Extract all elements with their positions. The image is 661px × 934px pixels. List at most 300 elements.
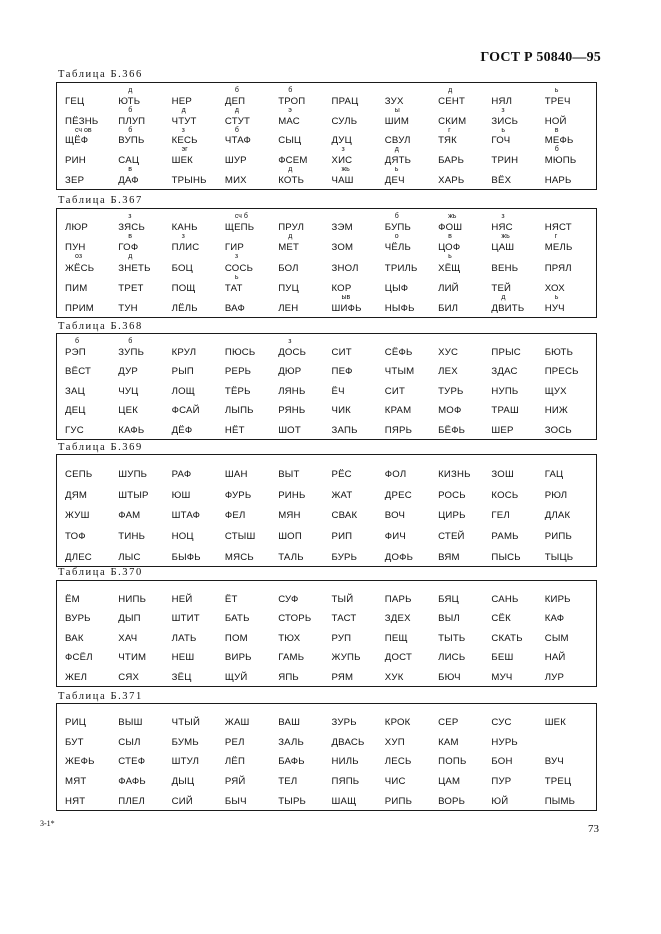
word-cell <box>485 87 538 107</box>
syllable-word: НЯСТ <box>544 222 572 234</box>
syllable-word: БОЦ <box>171 262 193 274</box>
word-cell <box>325 542 378 563</box>
syllable-word: ДВИТЬ <box>491 303 525 314</box>
syllable-word: МАС <box>278 115 300 127</box>
word-cell <box>59 377 112 397</box>
syllable-word: ЦАШ <box>491 242 515 254</box>
word-cell <box>379 146 432 166</box>
word-cell <box>485 397 538 417</box>
word-cell <box>166 624 219 644</box>
syllable-word: СЯХ <box>118 672 140 683</box>
syllable-word: ПИМ <box>65 282 88 294</box>
word-cell <box>59 338 112 358</box>
syllable-word: ЖЕФЬ <box>65 756 95 768</box>
word-cell <box>325 459 378 480</box>
syllable-word: ТЫТЬ <box>438 632 466 644</box>
syllable-word: ЗЕР <box>65 174 85 186</box>
word-cell <box>539 459 592 480</box>
syllable-word: БЮТЬ <box>544 346 574 358</box>
syllable-word: ПЫСЬ <box>491 551 521 563</box>
syllable-word: ТРИН <box>491 155 519 167</box>
word-cell <box>112 624 165 644</box>
syllable-word: ЛЮР <box>65 222 88 234</box>
word-cell <box>219 274 272 294</box>
word-cell <box>539 338 592 358</box>
word-cell <box>539 397 592 417</box>
word-cell <box>272 213 325 233</box>
word-cell <box>59 480 112 501</box>
syllable-word: РЁС <box>331 468 352 480</box>
syllable-word: РЮЛ <box>544 489 568 501</box>
syllable-word: КОР <box>331 282 352 294</box>
word-cell <box>539 377 592 397</box>
word-cell <box>325 338 378 358</box>
word-cell <box>379 480 432 501</box>
syllable-word: БЕШ <box>491 652 514 664</box>
syllable-word: ТРЕЧ <box>544 95 571 107</box>
syllable-word: ГАМЬ <box>278 652 305 664</box>
word-cell <box>539 624 592 644</box>
word-cell <box>166 397 219 417</box>
word-cell <box>432 708 485 728</box>
syllable-word: ЗОШ <box>491 468 514 480</box>
syllable-word: ГАЦ <box>544 468 564 480</box>
word-cell <box>59 459 112 480</box>
word-cell <box>379 416 432 436</box>
word-cell <box>112 294 165 314</box>
word-cell <box>485 728 538 748</box>
transcription-mark: з <box>501 106 505 114</box>
syllable-word: РИН <box>65 155 86 167</box>
word-cell <box>59 294 112 314</box>
syllable-word: САНЬ <box>491 593 519 605</box>
word-cell <box>432 397 485 417</box>
word-cell <box>539 233 592 253</box>
word-table <box>56 82 597 190</box>
word-cell <box>166 107 219 127</box>
transcription-mark: ы <box>394 106 400 114</box>
transcription-mark: эг <box>181 146 188 154</box>
syllable-word: БОЛ <box>278 262 299 274</box>
syllable-word: СУЛЬ <box>331 115 358 127</box>
syllable-word: СЫЦ <box>278 135 302 147</box>
syllable-word: ДЫП <box>118 613 141 625</box>
syllable-word: ЖУШ <box>65 510 90 522</box>
word-cell <box>59 87 112 107</box>
word-cell <box>325 213 378 233</box>
word-cell <box>272 787 325 807</box>
syllable-word: ФСЕМ <box>278 155 308 167</box>
word-cell <box>272 166 325 186</box>
word-cell <box>166 377 219 397</box>
syllable-word: НИЖ <box>544 405 568 417</box>
word-cell <box>325 166 378 186</box>
word-cell <box>219 708 272 728</box>
transcription-mark: з <box>501 213 505 220</box>
syllable-word: ФОЛ <box>384 468 407 480</box>
word-cell <box>325 358 378 378</box>
word-cell <box>379 521 432 542</box>
word-cell <box>59 416 112 436</box>
syllable-word: ШЕК <box>171 155 193 167</box>
word-cell <box>325 274 378 294</box>
syllable-word: НЕЙ <box>171 593 193 605</box>
word-cell <box>325 146 378 166</box>
word-cell <box>325 728 378 748</box>
syllable-word: ДЯТЬ <box>384 155 412 167</box>
word-cell <box>379 459 432 480</box>
syllable-word: ФОШ <box>438 222 463 234</box>
word-cell <box>485 233 538 253</box>
transcription-mark: ь <box>448 253 452 261</box>
word-cell <box>59 787 112 807</box>
syllable-word: ТАТ <box>224 282 243 294</box>
word-cell <box>272 605 325 625</box>
syllable-word: КОТЬ <box>278 174 305 186</box>
transcription-mark: д <box>501 293 506 301</box>
syllable-word: ФИЧ <box>384 531 406 543</box>
syllable-word: ПОПЬ <box>438 756 467 768</box>
word-cell <box>166 233 219 253</box>
syllable-word: ЧИК <box>331 405 351 417</box>
syllable-word: СТЫШ <box>224 531 256 543</box>
word-cell <box>112 358 165 378</box>
word-cell <box>432 146 485 166</box>
syllable-word: НЕР <box>171 95 192 107</box>
word-cell <box>219 787 272 807</box>
word-cell <box>219 253 272 273</box>
syllable-word: ПЯРЬ <box>384 425 413 436</box>
word-cell <box>219 294 272 314</box>
transcription-mark: з <box>181 126 185 134</box>
syllable-word: ТРОП <box>278 95 306 107</box>
word-cell <box>432 748 485 768</box>
table-caption: Таблица Б.366 <box>58 69 143 80</box>
syllable-word: ПРИМ <box>65 303 94 314</box>
syllable-word: МЯН <box>278 510 301 522</box>
transcription-mark: ь <box>554 87 559 94</box>
syllable-word: ЗЯСЬ <box>118 222 145 234</box>
word-cell <box>325 480 378 501</box>
syllable-word: ВЫЛ <box>438 613 460 625</box>
word-cell <box>485 787 538 807</box>
word-cell <box>539 585 592 605</box>
syllable-word: ТРЫНЬ <box>171 174 207 186</box>
word-cell <box>112 253 165 273</box>
word-cell <box>379 107 432 127</box>
syllable-word: ЖАШ <box>224 716 250 728</box>
word-cell <box>219 233 272 253</box>
syllable-word: МУЧ <box>491 672 513 683</box>
syllable-word: СТЕФ <box>118 756 146 768</box>
word-cell <box>112 459 165 480</box>
word-cell <box>485 166 538 186</box>
syllable-word: МЕЛЬ <box>544 242 573 254</box>
word-cell <box>325 416 378 436</box>
word-cell <box>219 728 272 748</box>
syllable-word: ТАСТ <box>331 613 357 625</box>
word-cell <box>432 521 485 542</box>
word-cell <box>432 787 485 807</box>
syllable-word: СКИМ <box>438 115 467 127</box>
word-cell <box>272 377 325 397</box>
word-cell <box>539 767 592 787</box>
syllable-word: НУРЬ <box>491 736 518 748</box>
syllable-word: РОСЬ <box>438 489 466 501</box>
word-cell <box>272 767 325 787</box>
syllable-word: САЦ <box>118 155 140 167</box>
word-cell <box>112 338 165 358</box>
syllable-word: ЦЫФ <box>384 282 409 294</box>
word-cell <box>166 542 219 563</box>
syllable-word: ХУК <box>384 672 404 683</box>
syllable-word: ЩЁФ <box>65 135 89 147</box>
word-cell <box>379 542 432 563</box>
syllable-word: ТИНЬ <box>118 531 146 543</box>
syllable-word: СИЙ <box>171 795 193 807</box>
syllable-word: КАФ <box>544 613 565 625</box>
transcription-mark: б <box>234 126 239 134</box>
syllable-word: ВЁСТ <box>65 366 92 378</box>
word-cell <box>112 728 165 748</box>
transcription-mark: оз <box>75 253 83 261</box>
syllable-word: ДАФ <box>118 174 139 186</box>
transcription-mark: ь <box>394 166 399 174</box>
syllable-word: ВАК <box>65 632 84 644</box>
syllable-word: БАТЬ <box>224 613 250 625</box>
word-cell <box>379 585 432 605</box>
word-cell <box>485 107 538 127</box>
word-cell <box>166 767 219 787</box>
syllable-word: ГЕЦ <box>65 95 85 107</box>
word-cell <box>166 501 219 522</box>
word-cell <box>379 233 432 253</box>
syllable-word: ТРЕТ <box>118 282 144 294</box>
syllable-word: ТЁРЬ <box>224 385 251 397</box>
syllable-word: ПУН <box>65 242 86 254</box>
syllable-word: СТУТ <box>224 115 251 127</box>
word-cell <box>112 233 165 253</box>
word-cell <box>432 107 485 127</box>
word-cell <box>112 605 165 625</box>
syllable-word: ШЕР <box>491 425 514 436</box>
syllable-word: ШТИТ <box>171 613 200 625</box>
word-cell <box>166 585 219 605</box>
word-cell <box>166 146 219 166</box>
word-cell <box>485 767 538 787</box>
transcription-mark: б <box>394 213 399 220</box>
word-cell <box>539 274 592 294</box>
syllable-word: НОЦ <box>171 531 194 543</box>
word-cell <box>166 213 219 233</box>
syllable-word: ЗДАС <box>491 366 518 378</box>
word-cell <box>112 166 165 186</box>
word-cell <box>112 480 165 501</box>
word-cell <box>432 166 485 186</box>
word-grid <box>59 87 592 186</box>
word-cell <box>539 416 592 436</box>
word-table <box>56 208 597 318</box>
word-cell <box>325 377 378 397</box>
word-cell <box>539 358 592 378</box>
word-cell <box>219 87 272 107</box>
word-cell <box>272 338 325 358</box>
syllable-word: ЧУЦ <box>118 385 139 397</box>
word-cell <box>379 253 432 273</box>
syllable-word: ГОЧ <box>491 135 511 147</box>
word-cell <box>432 87 485 107</box>
syllable-word: ГИР <box>224 242 244 254</box>
word-cell <box>112 521 165 542</box>
syllable-word: ТЫЙ <box>331 593 354 605</box>
word-cell <box>166 663 219 683</box>
word-cell <box>166 274 219 294</box>
word-cell <box>485 542 538 563</box>
syllable-word: ЧТИМ <box>118 652 147 664</box>
syllable-word: ЮЙ <box>491 795 509 807</box>
syllable-word: СКАТЬ <box>491 632 523 644</box>
syllable-word: ТОФ <box>65 531 86 543</box>
syllable-word: ТУРЬ <box>438 385 464 397</box>
syllable-word: ЛЁП <box>224 756 246 768</box>
word-cell <box>432 416 485 436</box>
word-cell <box>219 624 272 644</box>
word-cell <box>485 501 538 522</box>
word-cell <box>325 501 378 522</box>
word-cell <box>539 501 592 522</box>
syllable-word: ВЫШ <box>118 716 143 728</box>
syllable-word: НИПЬ <box>118 593 147 605</box>
word-cell <box>432 728 485 748</box>
word-grid <box>59 585 592 683</box>
syllable-word: ЗИСЬ <box>491 115 519 127</box>
syllable-word: ГОФ <box>118 242 139 254</box>
transcription-mark: б <box>75 338 80 345</box>
word-cell <box>219 127 272 147</box>
syllable-word: ЗАЦ <box>65 385 85 397</box>
word-cell <box>379 748 432 768</box>
syllable-word: БЁФЬ <box>438 425 466 436</box>
word-cell <box>112 787 165 807</box>
syllable-word: РИП <box>331 531 353 543</box>
syllable-word: СЫЛ <box>118 736 141 748</box>
syllable-word: ДРЕС <box>384 489 412 501</box>
word-cell <box>59 644 112 664</box>
syllable-word: ЛЫС <box>118 551 141 563</box>
syllable-word: РИПЬ <box>544 531 572 543</box>
word-cell <box>112 501 165 522</box>
syllable-word: ТАЛЬ <box>278 551 304 563</box>
syllable-word: РЯМ <box>331 672 354 683</box>
transcription-mark: д <box>128 253 133 261</box>
word-cell <box>325 624 378 644</box>
syllable-word: ШТУЛ <box>171 756 200 768</box>
syllable-word: ЛЁЛЬ <box>171 303 198 314</box>
word-cell <box>272 358 325 378</box>
transcription-mark: з <box>234 253 239 261</box>
syllable-word: БЯЦ <box>438 593 459 605</box>
syllable-word: ЧТЫЙ <box>171 716 201 728</box>
syllable-word: ДОСТ <box>384 652 413 664</box>
transcription-mark: жь <box>448 213 457 220</box>
syllable-word: ВОЧ <box>384 510 406 522</box>
syllable-word: ЧТЫМ <box>384 366 415 378</box>
word-cell <box>59 358 112 378</box>
word-cell <box>432 338 485 358</box>
word-cell <box>112 107 165 127</box>
syllable-word: ДУР <box>118 366 138 378</box>
transcription-mark: б <box>288 87 293 94</box>
syllable-word: ТЕЙ <box>491 282 512 294</box>
word-cell <box>219 644 272 664</box>
syllable-word: НОЙ <box>544 115 567 127</box>
syllable-word: ПЕЩ <box>384 632 408 644</box>
syllable-word: ТЫРЬ <box>278 795 307 807</box>
transcription-mark: з <box>288 338 292 345</box>
transcription-mark: д <box>234 106 239 114</box>
syllable-word: ТЕЛ <box>278 776 298 788</box>
syllable-word: ВАФ <box>224 303 245 314</box>
word-cell <box>219 146 272 166</box>
syllable-word: ЗУПЬ <box>118 346 145 358</box>
syllable-word: ТУН <box>118 303 138 314</box>
word-cell <box>432 501 485 522</box>
word-cell <box>379 605 432 625</box>
word-cell <box>112 663 165 683</box>
syllable-word: ВУПЬ <box>118 135 145 147</box>
transcription-mark: з <box>128 213 132 220</box>
syllable-word: ЗУРЬ <box>331 716 357 728</box>
syllable-word: ЦЕК <box>118 405 138 417</box>
transcription-mark: д <box>394 146 399 154</box>
syllable-word: ШОП <box>278 531 302 543</box>
word-cell <box>166 480 219 501</box>
syllable-word: ЗЁЦ <box>171 672 192 683</box>
word-cell <box>539 480 592 501</box>
word-cell <box>59 663 112 683</box>
table-caption: Таблица Б.369 <box>58 442 143 453</box>
syllable-word: ВОРЬ <box>438 795 466 807</box>
word-cell <box>485 377 538 397</box>
syllable-word: СЁК <box>491 613 511 625</box>
syllable-word: ХУС <box>438 346 459 358</box>
word-cell <box>485 663 538 683</box>
syllable-word: ТРИЛЬ <box>384 262 418 274</box>
syllable-word: ЛЕСЬ <box>384 756 412 768</box>
word-cell <box>485 127 538 147</box>
word-cell <box>539 146 592 166</box>
word-grid <box>59 459 592 563</box>
word-cell <box>272 253 325 273</box>
word-cell <box>379 127 432 147</box>
transcription-mark: г <box>448 126 451 134</box>
syllable-word: ЛЕХ <box>438 366 458 378</box>
word-cell <box>59 274 112 294</box>
word-cell <box>379 213 432 233</box>
word-cell <box>166 127 219 147</box>
syllable-word: ВЫТ <box>278 468 300 480</box>
syllable-word: НЫФЬ <box>384 303 415 314</box>
word-cell <box>379 728 432 748</box>
syllable-word: НЯЛ <box>491 95 513 107</box>
word-cell <box>112 377 165 397</box>
word-cell <box>379 767 432 787</box>
syllable-word: СТЕЙ <box>438 531 465 543</box>
syllable-word: ЖЕЛ <box>65 672 88 683</box>
syllable-word: ДЯМ <box>65 489 88 501</box>
word-cell <box>432 624 485 644</box>
word-cell <box>166 87 219 107</box>
